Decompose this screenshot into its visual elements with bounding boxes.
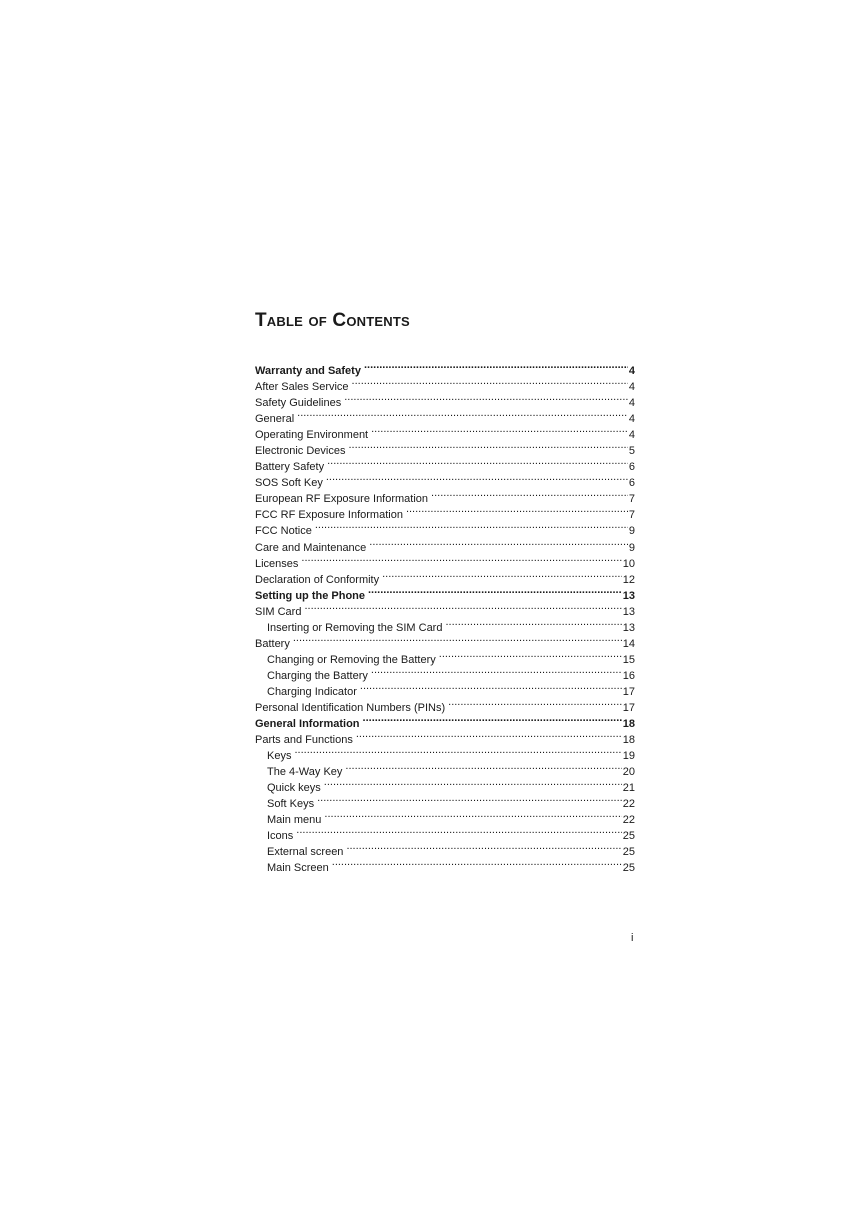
toc-entry-label: Operating Environment bbox=[255, 429, 369, 442]
toc-entry-page-number: 21 bbox=[622, 782, 635, 795]
dot-leader bbox=[356, 727, 622, 743]
toc-entry-page-number: 15 bbox=[622, 653, 635, 666]
dot-leader bbox=[296, 823, 621, 839]
toc-section-entry[interactable] bbox=[255, 358, 635, 377]
toc-entry-label: Icons bbox=[267, 830, 294, 843]
toc-entry[interactable] bbox=[255, 647, 635, 666]
toc-entry-label: Setting up the Phone bbox=[255, 589, 365, 602]
toc-entry[interactable] bbox=[255, 823, 635, 843]
toc-entry[interactable] bbox=[255, 567, 635, 586]
dot-leader bbox=[326, 470, 628, 486]
dot-leader bbox=[345, 759, 621, 775]
toc-entry-label: General Information bbox=[255, 718, 360, 731]
toc-entry-page-number: 7 bbox=[628, 509, 635, 522]
toc-entry[interactable] bbox=[255, 759, 635, 779]
dot-leader bbox=[301, 551, 621, 567]
table-of-contents bbox=[255, 358, 635, 875]
toc-entry[interactable] bbox=[255, 631, 635, 650]
toc-entry-label: Personal Identification Numbers (PINs) bbox=[255, 701, 446, 714]
toc-entry-page-number: 20 bbox=[622, 766, 635, 779]
toc-entry-page-number: 6 bbox=[628, 461, 635, 474]
toc-entry-label: Quick keys bbox=[267, 782, 321, 795]
toc-entry-label: Care and Maintenance bbox=[255, 541, 367, 554]
dot-leader bbox=[304, 599, 621, 615]
dot-leader bbox=[348, 438, 627, 454]
toc-entry-page-number: 25 bbox=[622, 846, 635, 859]
dot-leader bbox=[324, 807, 621, 823]
toc-entry-label: Licenses bbox=[255, 557, 299, 570]
dot-leader bbox=[431, 486, 628, 502]
toc-entry-page-number: 17 bbox=[622, 685, 635, 698]
toc-entry-page-number: 12 bbox=[622, 573, 635, 586]
toc-entry-label: Charging Indicator bbox=[267, 685, 357, 698]
toc-entry-label: Warranty and Safety bbox=[255, 365, 361, 377]
dot-leader bbox=[360, 679, 622, 695]
toc-entry-page-number: 13 bbox=[622, 621, 635, 634]
dot-leader bbox=[293, 631, 622, 647]
toc-entry-label: Soft Keys bbox=[267, 798, 315, 811]
toc-entry-label: External screen bbox=[267, 846, 344, 859]
toc-entry-page-number: 5 bbox=[628, 445, 635, 458]
toc-entry-page-number: 7 bbox=[628, 493, 635, 506]
toc-entry-label: FCC Notice bbox=[255, 525, 312, 538]
toc-entry-page-number: 16 bbox=[622, 669, 635, 682]
toc-entry-label: FCC RF Exposure Information bbox=[255, 509, 403, 522]
dot-leader bbox=[297, 406, 628, 422]
dot-leader bbox=[371, 422, 628, 438]
dot-leader bbox=[315, 518, 628, 534]
toc-entry-page-number: 4 bbox=[628, 413, 635, 426]
toc-entry-label: The 4-Way Key bbox=[267, 766, 343, 779]
dot-leader bbox=[346, 839, 621, 855]
toc-entry[interactable] bbox=[255, 551, 635, 570]
toc-entry-page-number: 25 bbox=[622, 830, 635, 843]
toc-entry-label: European RF Exposure Information bbox=[255, 493, 429, 506]
toc-entry-page-number: 18 bbox=[622, 718, 635, 731]
dot-leader bbox=[344, 390, 628, 406]
dot-leader bbox=[317, 791, 622, 807]
dot-leader bbox=[445, 615, 621, 631]
toc-entry-label: Declaration of Conformity bbox=[255, 573, 380, 586]
dot-leader bbox=[294, 743, 621, 759]
toc-entry-label: Electronic Devices bbox=[255, 445, 346, 458]
dot-leader bbox=[327, 454, 628, 470]
toc-entry-page-number: 14 bbox=[622, 637, 635, 650]
toc-entry-label: Keys bbox=[267, 750, 292, 763]
dot-leader bbox=[448, 695, 622, 711]
toc-entry-page-number: 4 bbox=[628, 429, 635, 442]
toc-entry-page-number: 19 bbox=[622, 750, 635, 763]
dot-leader bbox=[352, 374, 628, 390]
toc-entry[interactable] bbox=[255, 743, 635, 763]
toc-entry-page-number: 6 bbox=[628, 477, 635, 490]
toc-entry-page-number: 9 bbox=[628, 525, 635, 538]
dot-leader bbox=[363, 711, 622, 727]
toc-entry-page-number: 9 bbox=[628, 541, 635, 554]
dot-leader bbox=[364, 358, 628, 374]
toc-entry-page-number: 10 bbox=[622, 557, 635, 570]
toc-entry-label: Battery Safety bbox=[255, 461, 325, 474]
toc-entry-label: Changing or Removing the Battery bbox=[267, 653, 436, 666]
toc-entry-page-number: 13 bbox=[622, 605, 635, 618]
toc-entry-page-number: 4 bbox=[628, 365, 635, 377]
toc-entry-label: After Sales Service bbox=[255, 381, 349, 394]
toc-entry-label: Charging the Battery bbox=[267, 669, 368, 682]
toc-entry-label: SIM Card bbox=[255, 605, 302, 618]
toc-entry-label: General bbox=[255, 413, 295, 426]
toc-entry-page-number: 13 bbox=[622, 589, 635, 602]
toc-entry-page-number: 4 bbox=[628, 397, 635, 410]
toc-entry-label: Parts and Functions bbox=[255, 734, 353, 747]
toc-entry[interactable] bbox=[255, 422, 635, 442]
dot-leader bbox=[332, 855, 622, 871]
toc-entry-label: Main Screen bbox=[267, 862, 329, 875]
toc-entry[interactable] bbox=[255, 599, 635, 618]
toc-entry-label: Safety Guidelines bbox=[255, 397, 342, 410]
toc-entry-page-number: 4 bbox=[628, 381, 635, 394]
toc-entry-label: Battery bbox=[255, 637, 290, 650]
dot-leader bbox=[371, 663, 622, 679]
dot-leader bbox=[382, 567, 622, 583]
dot-leader bbox=[324, 775, 622, 791]
dot-leader bbox=[369, 535, 628, 551]
dot-leader bbox=[439, 647, 622, 663]
toc-entry-page-number: 25 bbox=[622, 862, 635, 875]
toc-entry-page-number: 22 bbox=[622, 798, 635, 811]
toc-entry-page-number: 18 bbox=[622, 734, 635, 747]
toc-entry-label: Inserting or Removing the SIM Card bbox=[267, 621, 443, 634]
toc-entry[interactable] bbox=[255, 615, 635, 634]
toc-entry-page-number: 17 bbox=[622, 701, 635, 714]
toc-entry[interactable] bbox=[255, 406, 635, 426]
toc-entry-label: Main menu bbox=[267, 814, 322, 827]
dot-leader bbox=[406, 502, 628, 518]
dot-leader bbox=[368, 583, 622, 599]
page-number: i bbox=[631, 932, 634, 944]
page-title: Table of Contents bbox=[255, 310, 410, 331]
toc-entry[interactable] bbox=[255, 839, 635, 859]
toc-entry-label: SOS Soft Key bbox=[255, 477, 323, 490]
toc-entry-page-number: 22 bbox=[622, 814, 635, 827]
